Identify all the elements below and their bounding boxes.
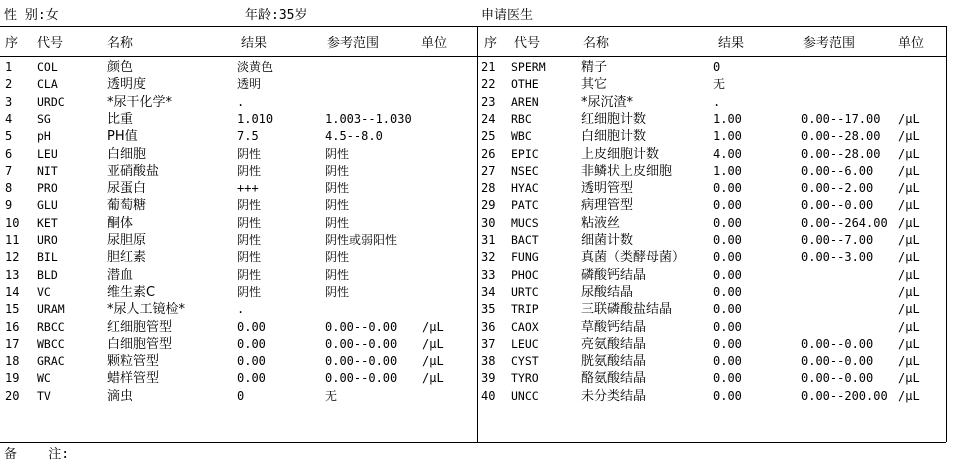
col-name-header: 名称 — [107, 36, 134, 51]
cell-ref: 阴性 — [325, 215, 350, 230]
cell-result: . — [713, 94, 721, 109]
cell-unit: /μL — [898, 336, 920, 351]
cell-seq: 23 — [481, 94, 496, 109]
cell-ref: 0.00--200.00 — [801, 388, 888, 403]
cell-seq: 1 — [5, 60, 13, 74]
cell-unit: /μL — [898, 146, 920, 161]
cell-seq: 25 — [481, 129, 496, 144]
cell-result: 7.5 — [237, 129, 259, 144]
table-row — [0, 353, 946, 370]
col-unit-header-right: 单位 — [898, 36, 925, 51]
cell-ref: 阴性 — [325, 181, 350, 196]
cell-seq: 15 — [5, 302, 20, 317]
cell-ref: 阴性 — [325, 146, 350, 161]
cell-seq: 36 — [481, 319, 496, 334]
cell-code: EPIC — [511, 146, 539, 161]
cell-ref: 0.00--0.00 — [801, 354, 874, 369]
cell-code: GRAC — [37, 354, 65, 369]
cell-name: 白细胞计数 — [581, 129, 647, 145]
table-row — [0, 146, 946, 163]
cell-unit: /μL — [898, 267, 920, 282]
cell-name: *尿人工镜检* — [107, 302, 186, 318]
cell-unit: /μL — [898, 388, 920, 403]
cell-unit: /μL — [422, 371, 444, 386]
cell-result: 4.00 — [713, 146, 742, 161]
cell-ref: 0.00--7.00 — [801, 233, 874, 247]
cell-code: CAOX — [511, 319, 539, 334]
cell-result: 阴性 — [237, 284, 262, 299]
cell-result: 0 — [713, 60, 721, 74]
cell-ref: 阴性 — [325, 163, 350, 178]
cell-seq: 38 — [481, 354, 496, 369]
cell-unit: /μL — [898, 319, 920, 334]
cell-code: BIL — [37, 250, 58, 265]
cell-code: RBCC — [37, 319, 65, 334]
table-row — [0, 163, 946, 180]
cell-result: 0.00 — [713, 233, 742, 247]
cell-name: 颗粒管型 — [107, 354, 160, 370]
cell-ref: 阴性 — [325, 284, 350, 299]
cell-code: GLU — [37, 198, 58, 213]
cell-name: 尿蛋白 — [107, 181, 147, 197]
table-row — [0, 232, 946, 249]
cell-seq: 29 — [481, 198, 496, 213]
cell-name: 亚硝酸盐 — [107, 163, 160, 179]
cell-seq: 17 — [5, 336, 20, 351]
cell-seq: 22 — [481, 77, 496, 92]
table-row — [0, 284, 946, 301]
cell-code: OTHE — [511, 77, 539, 92]
cell-ref: 0.00--0.00 — [801, 371, 874, 386]
cell-seq: 37 — [481, 336, 496, 351]
table-row — [0, 111, 946, 128]
cell-result: 0.00 — [237, 371, 266, 386]
cell-result: 0.00 — [713, 250, 742, 265]
cell-result: 阴性 — [237, 215, 262, 230]
cell-seq: 9 — [5, 198, 13, 213]
table-top-border — [0, 26, 946, 27]
cell-result: 0.00 — [237, 354, 266, 369]
cell-name: 三联磷酸盐结晶 — [581, 302, 673, 318]
col-ref-header-right: 参考范围 — [803, 36, 856, 51]
cell-seq: 21 — [481, 60, 496, 74]
cell-code: CYST — [511, 354, 539, 369]
cell-result: 0.00 — [713, 198, 742, 213]
cell-result: 阴性 — [237, 163, 262, 178]
cell-result: . — [237, 302, 245, 317]
cell-code: TYRO — [511, 371, 539, 386]
cell-code: WBCC — [37, 336, 65, 351]
cell-unit: /μL — [898, 215, 920, 230]
cell-name: 葡萄糖 — [107, 198, 147, 214]
cell-name: 磷酸钙结晶 — [581, 267, 647, 283]
cell-name: 其它 — [581, 77, 608, 93]
cell-ref: 0.00--0.00 — [801, 336, 874, 351]
cell-seq: 35 — [481, 302, 496, 317]
table-row — [0, 94, 946, 111]
cell-name: 酪氨酸结晶 — [581, 371, 647, 387]
cell-code: COL — [37, 60, 58, 74]
cell-seq: 13 — [5, 267, 20, 282]
cell-result: +++ — [237, 181, 259, 196]
cell-result: 0.00 — [713, 267, 742, 282]
remark-label: 备 注: — [4, 447, 70, 462]
cell-seq: 8 — [5, 181, 13, 196]
cell-result: 阴性 — [237, 198, 262, 213]
cell-seq: 40 — [481, 388, 496, 403]
cell-result: 阴性 — [237, 146, 262, 161]
cell-code: PRO — [37, 181, 58, 196]
cell-name: *尿干化学* — [107, 94, 173, 110]
cell-code: BLD — [37, 267, 58, 282]
cell-code: NIT — [37, 163, 58, 178]
cell-code: MUCS — [511, 215, 539, 230]
cell-result: 1.00 — [713, 111, 742, 126]
cell-ref: 0.00--264.00 — [801, 215, 888, 230]
cell-code: AREN — [511, 94, 539, 109]
cell-code: SPERM — [511, 60, 546, 74]
cell-code: TRIP — [511, 302, 539, 317]
cell-result: 0.00 — [713, 181, 742, 196]
cell-name: 尿胆原 — [107, 233, 147, 248]
cell-seq: 2 — [5, 77, 13, 92]
col-code-header: 代号 — [37, 36, 64, 51]
cell-unit: /μL — [898, 250, 920, 265]
table-row — [0, 249, 946, 266]
cell-seq: 31 — [481, 233, 496, 247]
cell-name: 细菌计数 — [581, 233, 634, 248]
cell-result: . — [237, 94, 245, 109]
cell-seq: 16 — [5, 319, 20, 334]
cell-ref: 0.00--28.00 — [801, 146, 881, 161]
table-row — [0, 128, 946, 145]
cell-ref: 0.00--0.00 — [325, 371, 398, 386]
cell-code: UNCC — [511, 388, 539, 403]
cell-unit: /μL — [898, 284, 920, 299]
table-row — [0, 267, 946, 284]
cell-ref: 0.00--6.00 — [801, 163, 874, 178]
cell-result: 阴性 — [237, 250, 262, 265]
cell-name: PH值 — [107, 129, 138, 145]
cell-name: 粘液丝 — [581, 215, 621, 231]
table-right-border — [946, 26, 947, 442]
cell-code: URTC — [511, 284, 539, 299]
cell-code: NSEC — [511, 163, 539, 178]
cell-code: KET — [37, 215, 58, 230]
cell-result: 0.00 — [713, 354, 742, 369]
cell-unit: /μL — [898, 302, 920, 317]
cell-result: 0.00 — [713, 302, 742, 317]
cell-seq: 32 — [481, 250, 496, 265]
cell-name: 白细胞 — [107, 146, 147, 162]
cell-name: 颜色 — [107, 60, 134, 75]
cell-seq: 19 — [5, 371, 20, 386]
cell-ref: 0.00--0.00 — [325, 319, 398, 334]
cell-result: 0.00 — [237, 319, 266, 334]
cell-unit: /μL — [422, 336, 444, 351]
cell-unit: /μL — [898, 198, 920, 213]
cell-code: WBC — [511, 129, 532, 144]
cell-seq: 18 — [5, 354, 20, 369]
cell-seq: 20 — [5, 388, 20, 403]
cell-ref: 无 — [325, 388, 338, 403]
cell-result: 透明 — [237, 77, 262, 92]
cell-name: 比重 — [107, 111, 134, 127]
cell-name: 精子 — [581, 60, 608, 75]
cell-seq: 3 — [5, 94, 13, 109]
cell-name: 维生素C — [107, 284, 156, 300]
cell-result: 0 — [237, 388, 245, 403]
cell-result: 0.00 — [713, 319, 742, 334]
cell-result: 阴性 — [237, 267, 262, 282]
table-row — [0, 197, 946, 214]
cell-name: 未分类结晶 — [581, 388, 647, 404]
cell-result: 0.00 — [713, 215, 742, 230]
age-field: 年龄:35岁 — [245, 8, 308, 23]
cell-name: 胱氨酸结晶 — [581, 354, 647, 370]
col-ref-header: 参考范围 — [327, 36, 380, 51]
cell-seq: 7 — [5, 163, 13, 178]
cell-ref: 1.003--1.030 — [325, 111, 412, 126]
cell-unit: /μL — [898, 181, 920, 196]
cell-code: TV — [37, 388, 51, 403]
cell-unit: /μL — [422, 319, 444, 334]
cell-ref: 0.00--28.00 — [801, 129, 881, 144]
patient-info-bar — [0, 0, 960, 26]
cell-name: 亮氨酸结晶 — [581, 336, 647, 352]
cell-ref: 0.00--3.00 — [801, 250, 874, 265]
cell-code: URDC — [37, 94, 65, 109]
cell-code: CLA — [37, 77, 58, 92]
cell-code: BACT — [511, 233, 539, 247]
cell-ref: 0.00--2.00 — [801, 181, 874, 196]
cell-name: 潜血 — [107, 267, 134, 283]
cell-seq: 4 — [5, 111, 13, 126]
cell-result: 0.00 — [237, 336, 266, 351]
cell-result: 淡黄色 — [237, 60, 274, 74]
col-code-header-right: 代号 — [514, 36, 541, 51]
cell-name: 红细胞管型 — [107, 319, 173, 335]
cell-seq: 6 — [5, 146, 13, 161]
cell-seq: 5 — [5, 129, 13, 144]
cell-seq: 26 — [481, 146, 496, 161]
cell-name: 透明管型 — [581, 181, 634, 197]
table-row — [0, 180, 946, 197]
cell-unit: /μL — [898, 129, 920, 144]
cell-name: 草酸钙结晶 — [581, 319, 647, 335]
cell-ref: 阴性 — [325, 267, 350, 282]
cell-ref: 4.5--8.0 — [325, 129, 383, 144]
cell-code: RBC — [511, 111, 532, 126]
cell-unit: /μL — [898, 163, 920, 178]
cell-name: 尿酸结晶 — [581, 284, 634, 300]
table-header-border — [0, 56, 946, 57]
cell-code: pH — [37, 129, 51, 144]
cell-seq: 33 — [481, 267, 496, 282]
cell-seq: 39 — [481, 371, 496, 386]
col-unit-header: 单位 — [421, 36, 448, 51]
cell-name: 上皮细胞计数 — [581, 146, 660, 162]
cell-seq: 11 — [5, 233, 20, 247]
table-row — [0, 59, 946, 76]
cell-code: WC — [37, 371, 51, 386]
cell-result: 无 — [713, 77, 726, 92]
cell-seq: 12 — [5, 250, 20, 265]
cell-name: 红细胞计数 — [581, 111, 647, 127]
cell-code: HYAC — [511, 181, 539, 196]
cell-name: 酮体 — [107, 215, 134, 231]
cell-code: URAM — [37, 302, 65, 317]
cell-unit: /μL — [898, 371, 920, 386]
cell-seq: 10 — [5, 215, 20, 230]
col-seq-header-right: 序 — [484, 36, 498, 51]
cell-unit: /μL — [898, 354, 920, 369]
table-row — [0, 301, 946, 318]
doctor-field: 申请医生 — [481, 8, 534, 23]
cell-code: URO — [37, 233, 58, 247]
table-row — [0, 76, 946, 93]
cell-seq: 34 — [481, 284, 496, 299]
table-row — [0, 336, 946, 353]
cell-code: LEUC — [511, 336, 539, 351]
cell-ref: 阴性 — [325, 198, 350, 213]
cell-name: 病理管型 — [581, 198, 634, 214]
table-row — [0, 388, 946, 405]
cell-code: LEU — [37, 146, 58, 161]
gender-field: 性 别:女 — [4, 8, 59, 23]
remark-row — [4, 443, 69, 462]
cell-code: PATC — [511, 198, 539, 213]
cell-unit: /μL — [898, 233, 920, 247]
cell-name: 透明度 — [107, 77, 147, 93]
cell-name: 胆红素 — [107, 250, 147, 266]
cell-result: 0.00 — [713, 388, 742, 403]
cell-name: 非鳞状上皮细胞 — [581, 163, 673, 179]
cell-result: 0.00 — [713, 284, 742, 299]
cell-seq: 24 — [481, 111, 496, 126]
cell-result: 1.010 — [237, 111, 274, 126]
cell-ref: 0.00--0.00 — [325, 354, 398, 369]
cell-code: SG — [37, 111, 51, 126]
cell-seq: 28 — [481, 181, 496, 196]
cell-ref: 0.00--0.00 — [801, 198, 874, 213]
table-row — [0, 215, 946, 232]
cell-name: 真菌（类酵母菌） — [581, 250, 686, 266]
cell-name: 蜡样管型 — [107, 371, 160, 387]
table-bottom-border — [0, 442, 946, 443]
cell-ref: 阴性 — [325, 250, 350, 265]
cell-name: *尿沉渣* — [581, 94, 634, 110]
col-result-header: 结果 — [241, 36, 268, 51]
cell-ref: 0.00--0.00 — [325, 336, 398, 351]
cell-code: VC — [37, 284, 51, 299]
table-row — [0, 370, 946, 387]
cell-result: 1.00 — [713, 129, 742, 144]
table-row — [0, 319, 946, 336]
col-seq-header: 序 — [5, 36, 19, 51]
cell-name: 白细胞管型 — [107, 336, 173, 352]
cell-code: PHOC — [511, 267, 539, 282]
cell-ref: 0.00--17.00 — [801, 111, 881, 126]
col-result-header-right: 结果 — [718, 36, 745, 51]
col-name-header-right: 名称 — [583, 36, 610, 51]
cell-result: 0.00 — [713, 371, 742, 386]
cell-code: FUNG — [511, 250, 539, 265]
cell-seq: 27 — [481, 163, 496, 178]
cell-result: 0.00 — [713, 336, 742, 351]
cell-ref: 阴性或弱阳性 — [325, 233, 398, 247]
cell-seq: 14 — [5, 284, 20, 299]
cell-unit: /μL — [898, 111, 920, 126]
cell-unit: /μL — [422, 354, 444, 369]
cell-seq: 30 — [481, 215, 496, 230]
cell-name: 滴虫 — [107, 388, 134, 404]
cell-result: 阴性 — [237, 233, 262, 247]
cell-result: 1.00 — [713, 163, 742, 178]
